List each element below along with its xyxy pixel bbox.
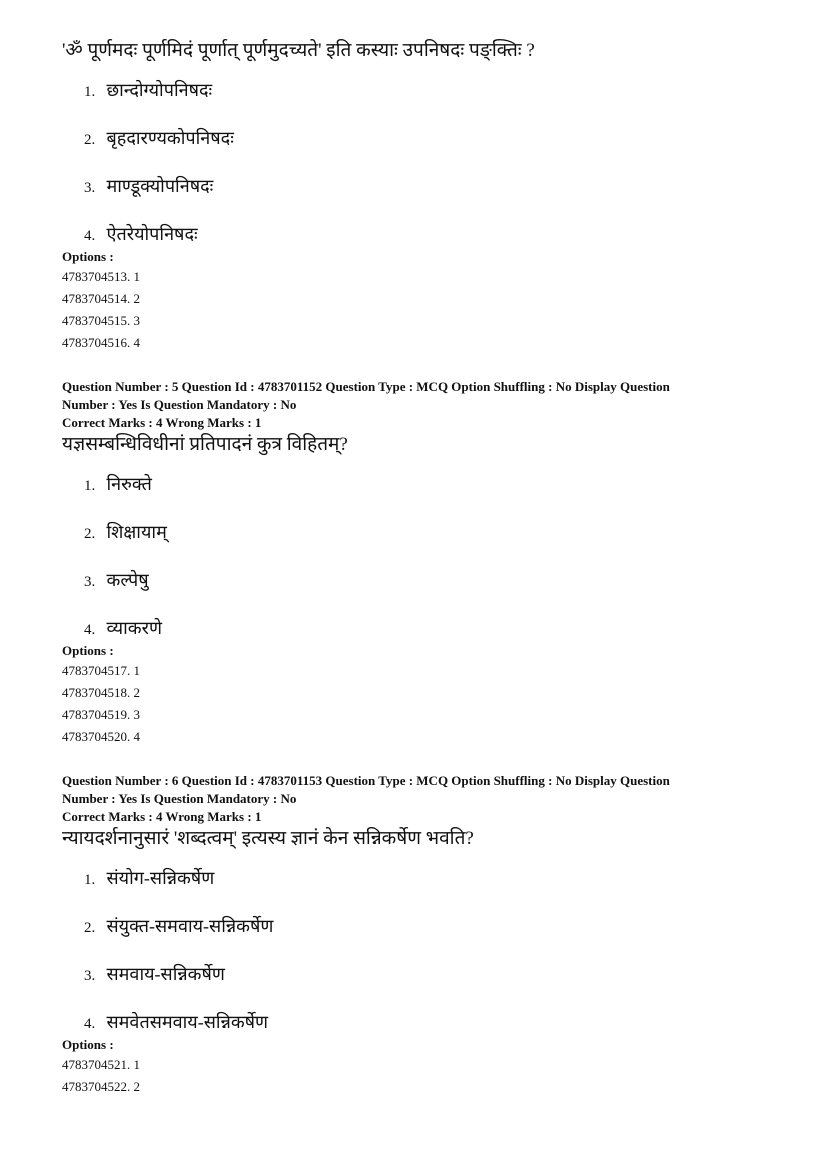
option-id: 4783704513. 1	[62, 269, 140, 284]
choice-1: 1. निरुक्ते	[84, 474, 152, 494]
question-meta: Question Number : 6 Question Id : 4783701153 Question Type : MCQ Option Shuffling : No Display Question	[62, 773, 670, 788]
question-6	[62, 772, 762, 1098]
option-id: 4783704517. 1	[62, 663, 140, 678]
options-label: Options :	[62, 643, 114, 658]
option-id: 4783704514. 2	[62, 291, 140, 306]
option-id: 4783704522. 2	[62, 1079, 140, 1094]
question-4	[62, 38, 762, 354]
choice-4: 4. व्याकरणे	[84, 618, 162, 638]
choice-4: 4. समवेतसमवाय-सन्निकर्षेण	[84, 1012, 269, 1032]
option-id: 4783704518. 2	[62, 685, 140, 700]
choice-3: 3. समवाय-सन्निकर्षेण	[84, 964, 225, 984]
question-meta: Question Number : 5 Question Id : 4783701152 Question Type : MCQ Option Shuffling : No Display Question	[62, 379, 670, 394]
question-paper-page	[62, 38, 762, 1098]
option-id: 4783704520. 4	[62, 729, 140, 744]
question-marks: Correct Marks : 4 Wrong Marks : 1	[62, 809, 262, 824]
question-meta: Number : Yes Is Question Mandatory : No	[62, 791, 297, 806]
question-text: न्यायदर्शनानुसारं 'शब्दत्वम्' इत्यस्य ज्ञानं केन सन्निकर्षेण भवति?	[62, 828, 474, 849]
option-id: 4783704521. 1	[62, 1057, 140, 1072]
question-text: यज्ञसम्बन्धिविधीनां प्रतिपादनं कुत्र विहितम्?	[62, 434, 348, 455]
choice-4: 4. ऐतरेयोपनिषदः	[84, 224, 198, 244]
options-label: Options :	[62, 249, 114, 264]
choice-2: 2. बृहदारण्यकोपनिषदः	[84, 128, 234, 148]
choice-1: 1. छान्दोग्योपनिषदः	[84, 80, 213, 100]
choice-2: 2. संयुक्त-समवाय-सन्निकर्षेण	[84, 916, 274, 936]
choice-2: 2. शिक्षायाम्	[84, 522, 167, 542]
choice-3: 3. माण्डूक्योपनिषदः	[84, 176, 214, 196]
question-5	[62, 378, 762, 748]
choice-1: 1. संयोग-सन्निकर्षेण	[84, 868, 215, 888]
option-id: 4783704515. 3	[62, 313, 140, 328]
question-marks: Correct Marks : 4 Wrong Marks : 1	[62, 415, 262, 430]
option-id: 4783704516. 4	[62, 335, 140, 350]
question-meta: Number : Yes Is Question Mandatory : No	[62, 397, 297, 412]
question-text: 'ॐ पूर्णमदः पूर्णमिदं पूर्णात् पूर्णमुदच्यते' इति कस्याः उपनिषदः पङ्क्तिः ?	[62, 40, 535, 61]
choice-3: 3. कल्पेषु	[84, 570, 149, 590]
options-label: Options :	[62, 1037, 114, 1052]
option-id: 4783704519. 3	[62, 707, 140, 722]
